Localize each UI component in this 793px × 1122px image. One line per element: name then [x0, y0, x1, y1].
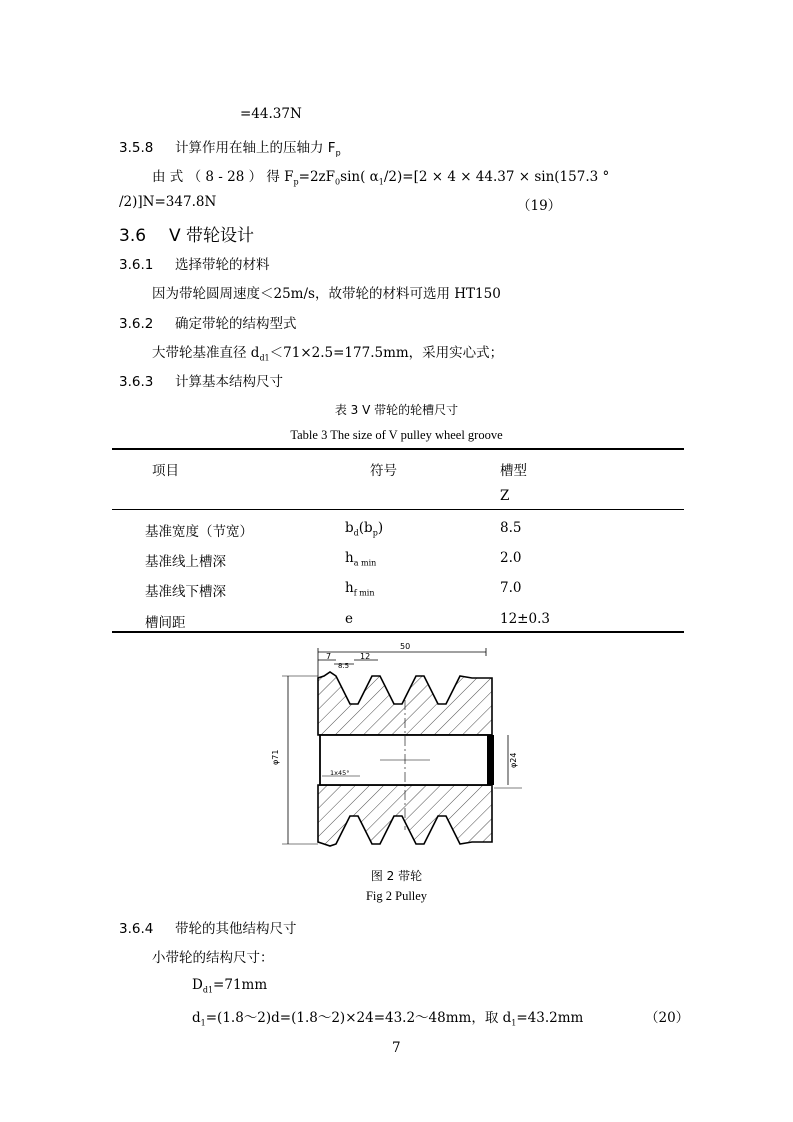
- table-row-value: 12±0.3: [500, 611, 550, 627]
- table-top-rule: [112, 448, 684, 450]
- table-caption-cn: 表 3 V 带轮的轮槽尺寸: [334, 403, 459, 417]
- dim-12-label: 12: [360, 652, 371, 661]
- dim-7-label: 7: [326, 652, 332, 661]
- hub-diameter-equation: $d_1=(1.8\sim 2)d=(1.8\sim 2)\times 24=43.2\sim 48mm$，取 $d_1=43.2mm$: [192, 1010, 584, 1028]
- pulley-drawing: [260, 640, 530, 860]
- table-row-symbol: $h_{a min}$: [345, 550, 377, 568]
- table-row-item: 槽间距: [145, 615, 186, 631]
- table-subheader-z: Z: [500, 488, 510, 504]
- dim-8-5-label: 8.5: [338, 662, 350, 670]
- section-3-6-4-text: 小带轮的结构尺寸：: [152, 950, 274, 966]
- page-number: 7: [392, 1040, 401, 1056]
- dim-50-label: 50: [400, 642, 411, 651]
- table-row-item: 基准宽度（节宽）: [145, 524, 253, 540]
- table-mid-rule: [112, 509, 684, 510]
- table-header-item: 项目: [152, 463, 179, 479]
- table-row-symbol: $h_{f min}$: [345, 580, 375, 598]
- table-row-value: 7.0: [500, 580, 522, 596]
- equation-number-19: （19）: [517, 198, 562, 214]
- section-3-6-3-heading: 3.6.3 计算基本结构尺寸: [119, 374, 283, 390]
- table-row-item: 基准线上槽深: [145, 554, 226, 570]
- section-3-6-1-heading: 3.6.1 选择带轮的材料: [119, 257, 270, 273]
- table-header-symbol: 符号: [370, 463, 397, 479]
- section-3-6-1-text: 因为带轮圆周速度＜25m/s，故带轮的材料可选用 HT150: [152, 286, 501, 302]
- figure-caption-cn: 图 2 带轮: [370, 869, 423, 883]
- table-row-symbol: e: [345, 611, 353, 627]
- section-3-5-8-heading: 3.5.8 计算作用在轴上的压轴力 $F_p$: [119, 140, 341, 158]
- table-row-value: 8.5: [500, 520, 522, 536]
- dim-outer-diameter-label: φ71: [271, 749, 280, 765]
- small-pulley-diameter: $D_{d1}=71mm$: [192, 977, 268, 995]
- figure-caption-en: Fig 2 Pulley: [365, 889, 428, 903]
- chamfer-label: 1x45°: [330, 769, 350, 777]
- table-row-item: 基准线下槽深: [145, 584, 226, 600]
- table-bottom-rule: [112, 631, 684, 633]
- table-row-symbol: $b_d(b_p)$: [345, 520, 384, 538]
- table-row-value: 2.0: [500, 550, 522, 566]
- section-3-6-heading: 3.6 V 带轮设计: [119, 226, 255, 246]
- equation-number-20: （20）: [645, 1010, 690, 1026]
- table-caption-en: Table 3 The size of V pulley wheel groove: [290, 428, 503, 442]
- force-result: =44.37N: [240, 106, 302, 122]
- section-3-6-4-heading: 3.6.4 带轮的其他结构尺寸: [119, 921, 297, 937]
- pressure-equation-cont: /2)]N=347.8N: [119, 194, 217, 210]
- dim-bore-diameter-label: φ24: [509, 752, 518, 768]
- keyway: [487, 735, 494, 785]
- pressure-equation: 由 式 （ 8 - 28 ） 得 $F_p=2zF_0\sin$( $\alpha_1/2)=[2 \times 4 \times 44.37 \times \sin(157.3$ °: [152, 169, 610, 187]
- table-header-type: 槽型: [500, 463, 527, 479]
- section-3-6-2-heading: 3.6.2 确定带轮的结构型式: [119, 316, 297, 332]
- section-3-6-2-text: 大带轮基准直径 $d_{d1}<71\times 2.5=177.5mm$，采用实心式；: [152, 345, 504, 363]
